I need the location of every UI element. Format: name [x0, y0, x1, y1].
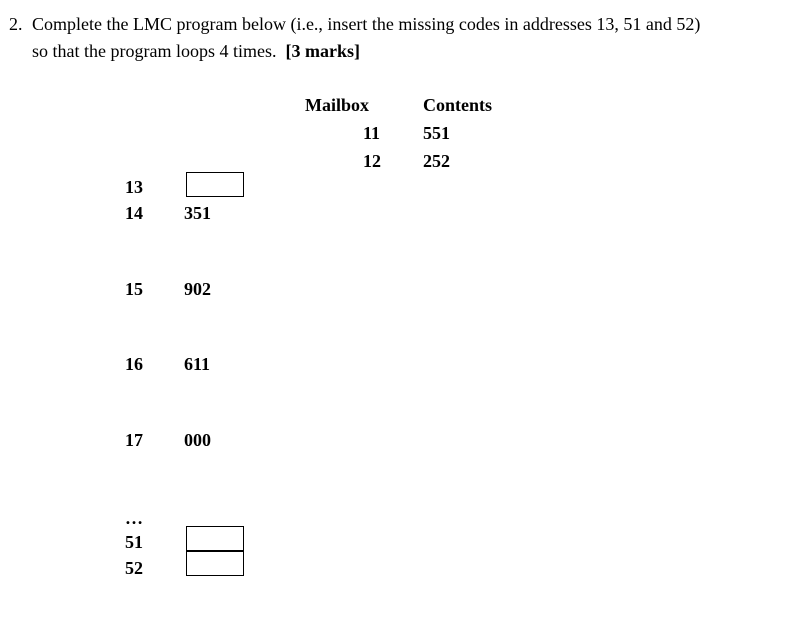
- program-address-51: 51: [125, 532, 143, 552]
- question-text-line2-body: so that the program loops 4 times.: [32, 41, 277, 61]
- mailbox-header: Mailbox: [305, 95, 370, 115]
- program-address-13: 13: [125, 177, 143, 197]
- program-address-52: 52: [125, 558, 143, 578]
- question-marks: [3 marks]: [285, 41, 360, 61]
- contents-header: Contents: [423, 95, 493, 115]
- program-code-16: 611: [184, 354, 211, 374]
- program-address-17: 17: [125, 430, 143, 450]
- program-address-16: 16: [125, 354, 143, 374]
- program-address-14: 14: [125, 203, 143, 223]
- program-code-14: 351: [184, 203, 211, 223]
- answer-box-13[interactable]: [186, 172, 244, 197]
- answer-box-51[interactable]: [186, 526, 244, 551]
- question-text-line2: [32, 41, 360, 62]
- table-mailbox-12: 12: [363, 151, 381, 171]
- table-mailbox-11: 11: [363, 123, 381, 143]
- table-contents-11: 551: [423, 123, 450, 143]
- program-code-17: 000: [184, 430, 211, 450]
- program-address-15: 15: [125, 279, 143, 299]
- question-number: 2.: [9, 14, 23, 34]
- program-ellipsis: …: [125, 508, 143, 528]
- program-code-15: 902: [184, 279, 211, 299]
- question-text-line1: Complete the LMC program below (i.e., insert the missing codes in addresses 13, 51 and 52): [32, 14, 701, 34]
- table-contents-12: 252: [423, 151, 450, 171]
- answer-box-52[interactable]: [186, 551, 244, 576]
